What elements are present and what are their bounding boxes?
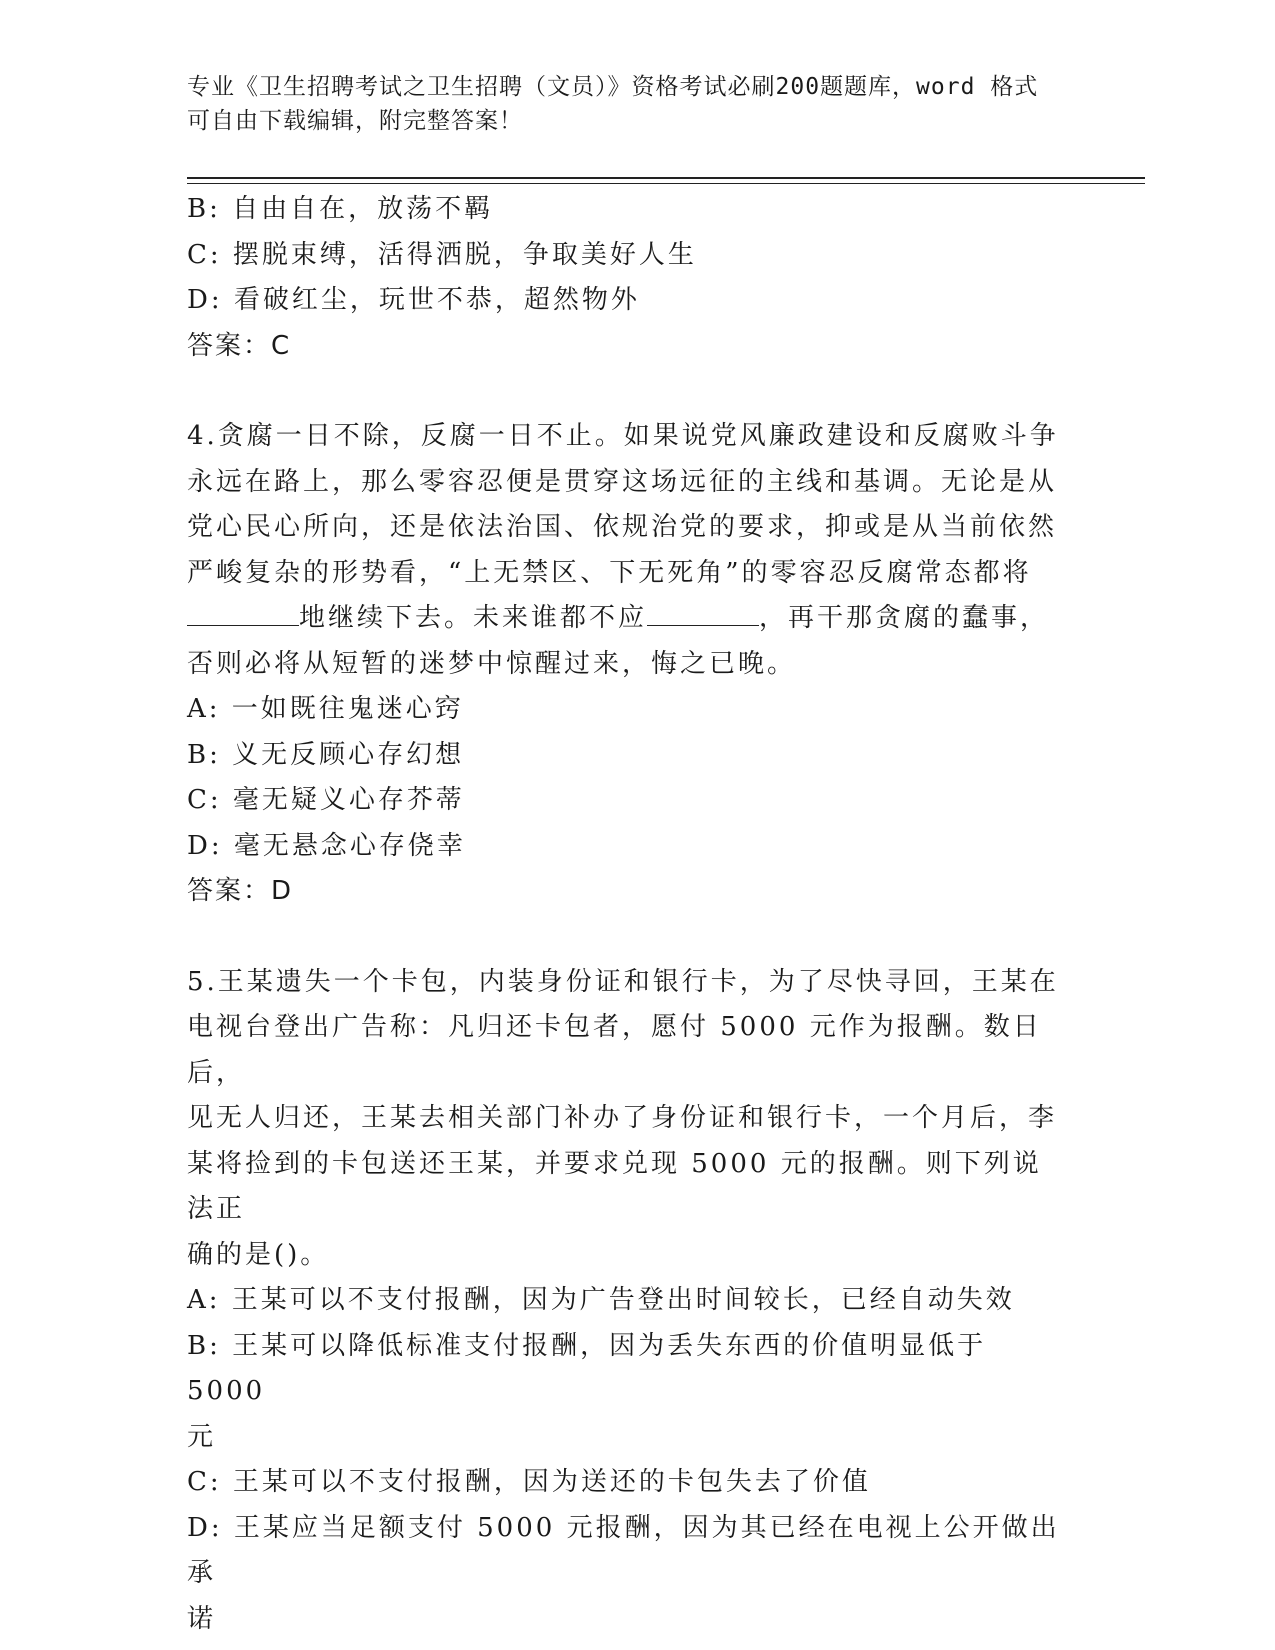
document-body <box>187 187 1067 1642</box>
q5-option-b-line-2: 元 <box>187 1421 217 1452</box>
fill-blank-1 <box>187 599 299 626</box>
q5-option-a: A: 王某可以不支付报酬，因为广告登出时间较长，已经自动失效 <box>187 1285 1015 1315</box>
q3-option-c: C: 摆脱束缚，活得洒脱，争取美好人生 <box>187 239 697 270</box>
q4-stem-line-4: 严峻复杂的形势看，“上无禁区、下无死角”的零容忍反腐常态都将 <box>187 557 1032 588</box>
header-rule-thin <box>187 183 1145 184</box>
q3-option-b: B: 自由自在，放荡不羁 <box>187 194 494 224</box>
q3-answer: 答案：C <box>187 330 292 361</box>
q4-stem-line-6: 否则必将从短暂的迷梦中惊醒过来，悔之已晚。 <box>187 648 797 679</box>
q5-stem-line-4: 某将捡到的卡包送还王某，并要求兑现 5000 元的报酬。则下列说法正 <box>187 1148 1042 1224</box>
q4-answer: 答案：D <box>187 876 294 906</box>
q5-option-d-line-1: D: 王某应当足额支付 5000 元报酬，因为其已经在电视上公开做出承 <box>187 1512 1060 1588</box>
q4-option-c: C: 毫无疑义心存芥蒂 <box>187 785 465 815</box>
document-header <box>187 70 1067 138</box>
spacer <box>187 369 1067 414</box>
q5-option-b-line-1: B: 王某可以降低标准支付报酬，因为丢失东西的价值明显低于 5000 <box>187 1330 998 1406</box>
header-rule-thick <box>187 177 1145 179</box>
q5-stem-line-5: 确的是()。 <box>187 1239 330 1270</box>
q4-stem-line-1: 4.贪腐一日不除，反腐一日不止。如果说党风廉政建设和反腐败斗争 <box>187 421 1059 451</box>
question-5 <box>187 960 1067 1643</box>
q4-option-b: B: 义无反顾心存幻想 <box>187 739 465 770</box>
q4-stem-line-3: 党心民心所向，还是依法治国、依规治党的要求，抑或是从当前依然 <box>187 512 1058 542</box>
header-line-2: 可自由下载编辑，附完整答案！ <box>187 108 523 134</box>
spacer <box>187 915 1067 960</box>
q4-option-a: A: 一如既往鬼迷心窍 <box>187 694 464 724</box>
header-line-1: 专业《卫生招聘考试之卫生招聘（文员）》资格考试必刷200题题库，word 格式 <box>187 74 1039 100</box>
q4-stem-line-2: 永远在路上，那么零容忍便是贯穿这场远征的主线和基调。无论是从 <box>187 466 1058 497</box>
question-4 <box>187 414 1067 915</box>
q4-stem-line-5-end: ，再干那贪腐的蠢事， <box>759 603 1050 633</box>
q5-stem-line-3: 见无人归还，王某去相关部门补办了身份证和银行卡，一个月后，李 <box>187 1103 1058 1133</box>
q5-option-d-line-2: 诺 <box>187 1603 217 1634</box>
q4-stem-line-5 <box>187 596 1067 642</box>
q4-option-d: D: 毫无悬念心存侥幸 <box>187 830 466 861</box>
q3-option-d: D: 看破红尘，玩世不恭，超然物外 <box>187 285 640 315</box>
q5-stem-line-2: 电视台登出广告称：凡归还卡包者，愿付 5000 元作为报酬。数日后， <box>187 1012 1042 1088</box>
fill-blank-2 <box>647 599 759 626</box>
question-3 <box>187 187 1067 369</box>
q4-stem-line-5-mid: 地继续下去。未来谁都不应 <box>299 603 648 633</box>
q5-option-c: C: 王某可以不支付报酬，因为送还的卡包失去了价值 <box>187 1467 871 1497</box>
q5-stem-line-1: 5.王某遗失一个卡包，内装身份证和银行卡，为了尽快寻回，王某在 <box>187 966 1059 997</box>
